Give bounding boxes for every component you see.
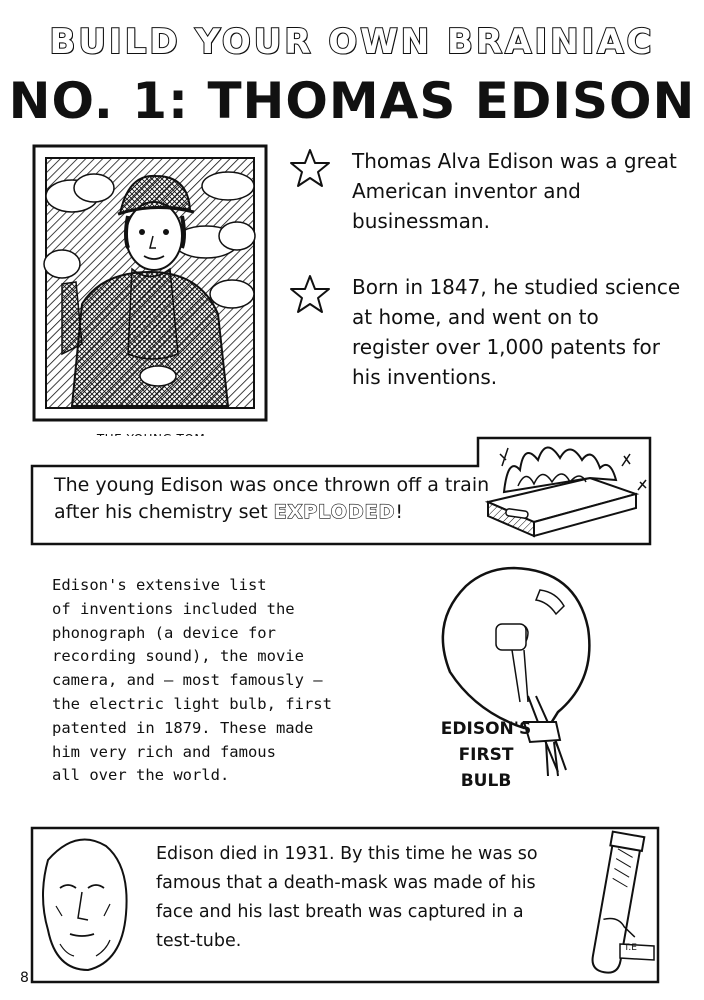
train-fact-text-end: ! xyxy=(395,501,404,523)
fact-item xyxy=(288,146,678,246)
death-mask-illustration xyxy=(43,840,127,970)
train-fact-text-part: The young Edison was once thrown off a train after his chemistry set xyxy=(54,474,490,523)
train-fact-box xyxy=(30,436,652,546)
death-mask-text: Edison died in 1931. By this time he was so famous that a death-mask was made of his face and his last breath was captured in a test-tube. xyxy=(156,844,538,951)
bulb-label xyxy=(436,716,536,794)
bulb-label-line: EDISON'S xyxy=(440,719,532,739)
page-number: 8 xyxy=(20,970,29,986)
fact-item xyxy=(288,272,681,402)
page-title: NO. 1: THOMAS EDISON xyxy=(8,72,696,130)
star-icon xyxy=(288,272,332,316)
train-fact-text xyxy=(54,472,514,526)
bulb-label-line: FIRST xyxy=(458,745,514,765)
star-icon xyxy=(288,146,332,190)
young-edison-portrait xyxy=(32,144,268,422)
bulb-label-line: BULB xyxy=(460,771,512,791)
exploded-word: EXPLODED xyxy=(273,501,396,523)
fact-text: Thomas Alva Edison was a great American inventor and businessman. xyxy=(352,149,677,233)
inventions-paragraph: Edison's extensive list of inventions included the phonograph (a device for recording sound), the movie camera, and – most famously – the electric light bulb, first patented in 1879. These made him very rich and famous all over the world. xyxy=(52,576,332,785)
death-mask-box xyxy=(30,826,660,984)
fact-text: Born in 1847, he studied science at home, and went on to register over 1,000 patents for his inventions. xyxy=(352,275,681,389)
series-title: BUILD YOUR OWN BRAINIAC xyxy=(49,22,655,62)
tag-label: T.E xyxy=(624,943,637,953)
